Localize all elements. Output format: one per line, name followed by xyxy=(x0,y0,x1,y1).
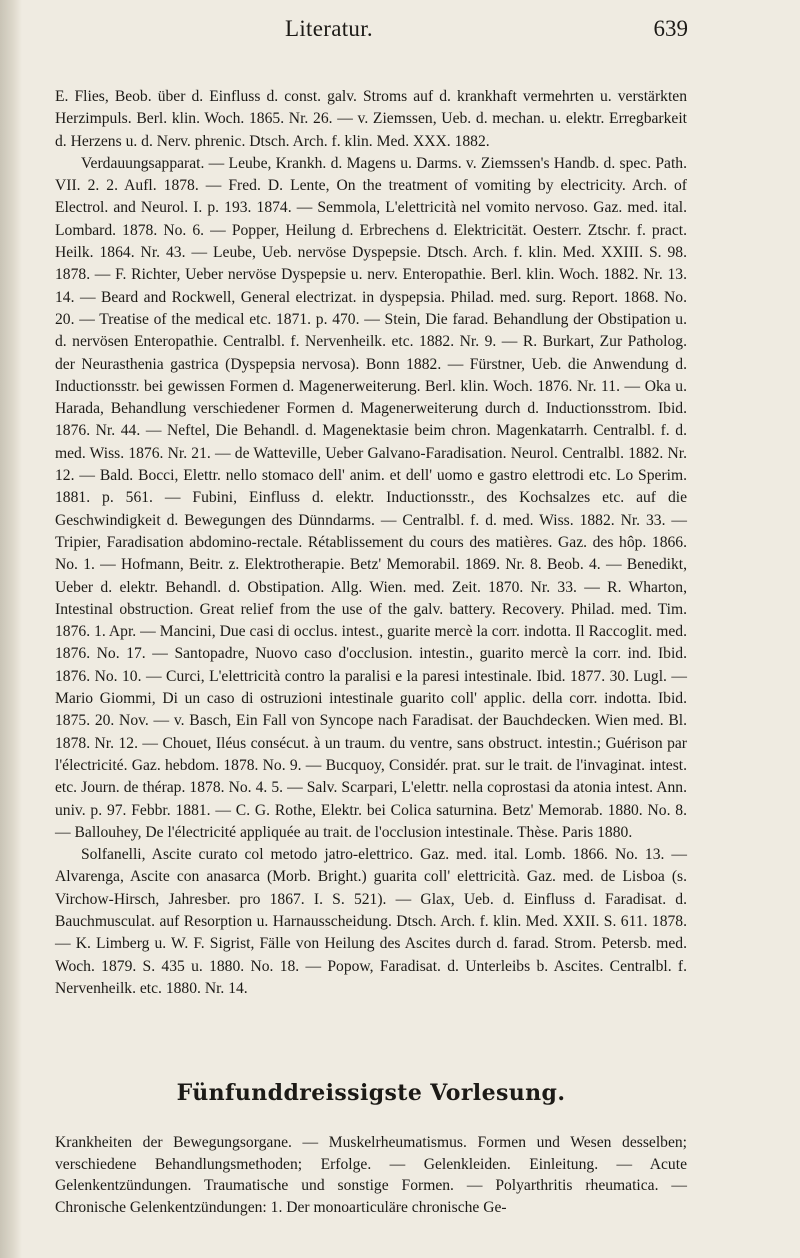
lecture-summary xyxy=(55,1132,687,1218)
bibliography-section xyxy=(55,86,687,1000)
page-gutter-shadow xyxy=(0,0,22,1258)
lecture-summary-text: Krankheiten der Bewegungsorgane. — Muskelrheumatismus. Formen und Wesen desselben; verschiedene Behandlungsmethoden; Erfolge. — Gelenkleiden. Einleitung. — Acute Gelenkentzündungen. Traumatische und sonstige Formen. — Polyarthritis rheumatica. — Chronische Gelenkentzündungen: 1. Der monoarticuläre chronische Ge- xyxy=(55,1134,687,1216)
running-title: Literatur. xyxy=(285,16,373,41)
bibliography-paragraph-heart: E. Flies, Beob. über d. Einfluss d. const. galv. Stroms auf d. krankhaft vermehrten u. verstärkten Herzimpuls. Berl. klin. Woch. 1865. Nr. 26. — v. Ziemssen, Ueb. d. mechan. u. elektr. Erregbarkeit d. Herzens u. d. Nerv. phrenic. Dtsch. Arch. f. klin. Med. XXX. 1882. xyxy=(55,88,687,150)
bibliography-paragraph-ascites: Solfanelli, Ascite curato col metodo jatro-elettrico. Gaz. med. ital. Lomb. 1866. No. 13. — Alvarenga, Ascite con anasarca (Morb. Bright.) guarita coll' elettricità. Gaz. med. de Lisboa (s. Virchow-Hirsch, Jahresber. pro 1867. I. S. 521). — Glax, Ueb. d. Einfluss d. Faradisat. d. Bauchmusculat. auf Resorption u. Harnausscheidung. Dtsch. Arch. f. klin. Med. XXII. S. 611. 1878. — K. Limberg u. W. F. Sigrist, Fälle von Heilung des Ascites durch d. farad. Strom. Petersb. med. Woch. 1879. S. 435 u. 1880. No. 18. — Popow, Faradisat. d. Unterleibs b. Ascites. Centralbl. f. Nervenheilk. etc. 1880. Nr. 14. xyxy=(55,846,687,997)
lecture-title: Fünfunddreissigste Vorlesung. xyxy=(176,1080,566,1106)
page-header xyxy=(0,16,800,56)
bibliography-paragraph-digestive: Verdauungsapparat. — Leube, Krankh. d. Magens u. Darms. v. Ziemssen's Handb. d. spec. Path. VII. 2. 2. Aufl. 1878. — Fred. D. Lente, On the treatment of vomiting by electricity. Arch. of Electrol. and Neurol. I. p. 193. 1874. — Semmola, L'elettricità nel vomito nervoso. Gaz. med. ital. Lombard. 1878. No. 6. — Popper, Heilung d. Erbrechens d. Elektricität. Oesterr. Ztschr. f. pract. Heilk. 1864. Nr. 43. — Leube, Ueb. nervöse Dyspepsie. Dtsch. Arch. f. klin. Med. XXIII. S. 98. 1878. — F. Richter, Ueber nervöse Dyspepsie u. nerv. Enteropathie. Berl. klin. Woch. 1882. Nr. 13. 14. — Beard and Rockwell, General electrizat. in dyspepsia. Philad. med. surg. Report. 1868. No. 20. — Treatise of the medical etc. 1871. p. 470. — Stein, Die farad. Behandlung der Obstipation u. d. nervösen Enteropathie. Centralbl. f. Nervenheilk. etc. 1882. Nr. 9. — R. Burkart, Zur Patholog. der Neurasthenia gastrica (Dyspepsia nervosa). Bonn 1882. — Fürstner, Ueb. die Anwendung d. Inductionsstr. bei gewissen Formen d. Magenerweiterung. Berl. klin. Woch. 1876. Nr. 11. — Oka u. Harada, Behandlung verschiedener Formen d. Magenerweiterung durch d. Inductionsstrom. Ibid. 1876. Nr. 44. — Neftel, Die Behandl. d. Magenektasie beim chron. Magenkatarrh. Centralbl. f. d. med. Wiss. 1876. Nr. 21. — de Watteville, Ueber Galvano-Faradisation. Neurol. Centralbl. 1882. Nr. 12. — Bald. Bocci, Elettr. nello stomaco dell' anim. et dell' uomo e gastro elettrodi etc. Lo Sperim. 1881. p. 561. — Fubini, Einfluss d. elektr. Inductionsstr., des Kochsalzes etc. auf die Geschwindigkeit d. Bewegungen des Dünndarms. — Centralbl. f. d. med. Wiss. 1882. Nr. 33. — Tripier, Faradisation abdomino-rectale. Rétablissement du cours des matières. Gaz. des hôp. 1866. No. 1. — Hofmann, Beitr. z. Elektrotherapie. Betz' Memorabil. 1869. Nr. 8. Beob. 4. — Benedikt, Ueber d. elektr. Behandl. d. Obstipation. Allg. Wien. med. Zeit. 1870. Nr. 33. — R. Wharton, Intestinal obstruction. Great relief from the use of the galv. battery. Recovery. Philad. med. Tim. 1876. 1. Apr. — Mancini, Due casi di occlus. intest., guarite mercè la corr. indotta. Il Raccoglit. med. 1876. No. 17. — Santopadre, Nuovo caso d'occlusion. intestin., guarito mercè la corr. ind. Ibid. 1876. No. 10. — Curci, L'elettricità contro la paralisi e la paresi intestinale. Ibid. 1877. 30. Lugl. — Mario Giommi, Di un caso di ostruzioni intestinale guarito coll' applic. della corr. indotta. Ibid. 1875. 20. Nov. — v. Basch, Ein Fall von Syncope nach Faradisat. der Bauchdecken. Wien med. Bl. 1878. Nr. 12. — Chouet, Iléus consécut. à un traum. du ventre, sans obstruct. intestin.; Guérison par l'électricité. Gaz. hebdom. 1878. No. 9. — Bucquoy, Considér. prat. sur le trait. de l'invaginat. intest. etc. Journ. de thérap. 1878. No. 4. 5. — Salv. Scarpari, L'elettr. nella coprostasi da atonia intest. Ann. univ. p. 97. Febbr. 1881. — C. G. Rothe, Elektr. bei Colica saturnina. Betz' Memorab. 1880. No. 8. — Ballouhey, De l'électricité appliquée au trait. de l'occlusion intestinale. Thèse. Paris 1880. xyxy=(55,154,687,841)
page-number: 639 xyxy=(653,16,688,41)
